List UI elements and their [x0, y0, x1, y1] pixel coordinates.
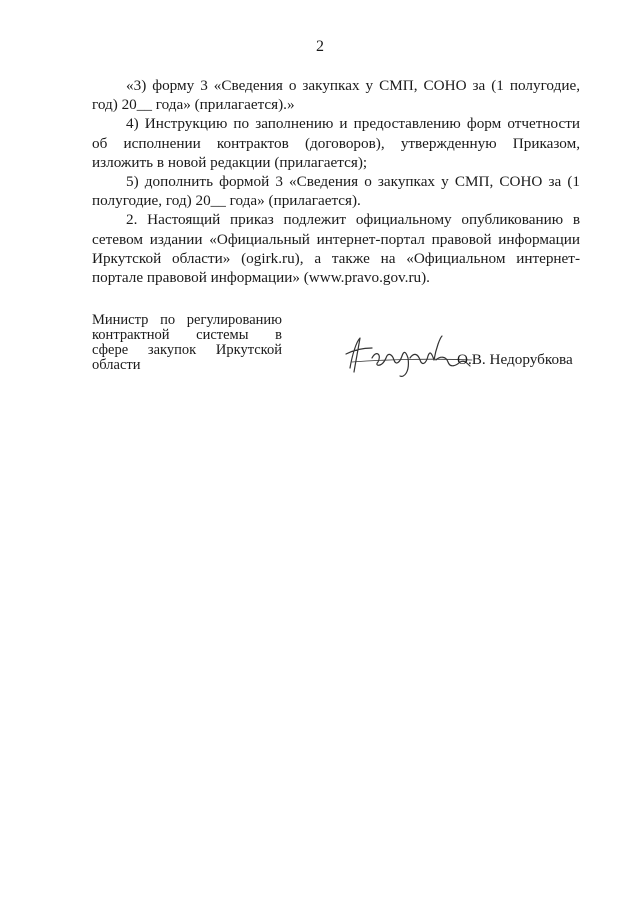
page-number: 2: [316, 38, 324, 55]
document-body: [92, 76, 580, 287]
signer-position-line: контрактной системы в: [92, 327, 282, 343]
signer-position-line: сфере закупок Иркутской: [92, 342, 282, 358]
paragraph-instruction: 4) Инструкцию по заполнению и предоставлению форм отчетности об исполнении контрактов (договоров), утвержденную Приказом, изложить в новой редакции (прилагается);: [92, 115, 580, 171]
signer-position: [92, 313, 282, 373]
signer-position-line: области: [92, 357, 141, 373]
paragraph-publication: 2. Настоящий приказ подлежит официальному опубликованию в сетевом издании «Официальный интернет-портал правовой информации Иркутской области» (ogirk.ru), а также на «Официальном интернет-портале правовой информации» (www.pravo.gov.ru).: [92, 211, 580, 287]
signer-position-line: Министр по регулированию: [92, 312, 282, 328]
paragraph-add-form: 5) дополнить формой 3 «Сведения о закупках у СМП, СОНО за (1 полугодие, год) 20__ года» (прилагается).: [92, 173, 580, 210]
signer-name: О.В. Недорубкова: [457, 351, 573, 368]
paragraph-form-3: «3) форму 3 «Сведения о закупках у СМП, СОНО за (1 полугодие, год) 20__ года» (прилагается).»: [92, 77, 580, 114]
